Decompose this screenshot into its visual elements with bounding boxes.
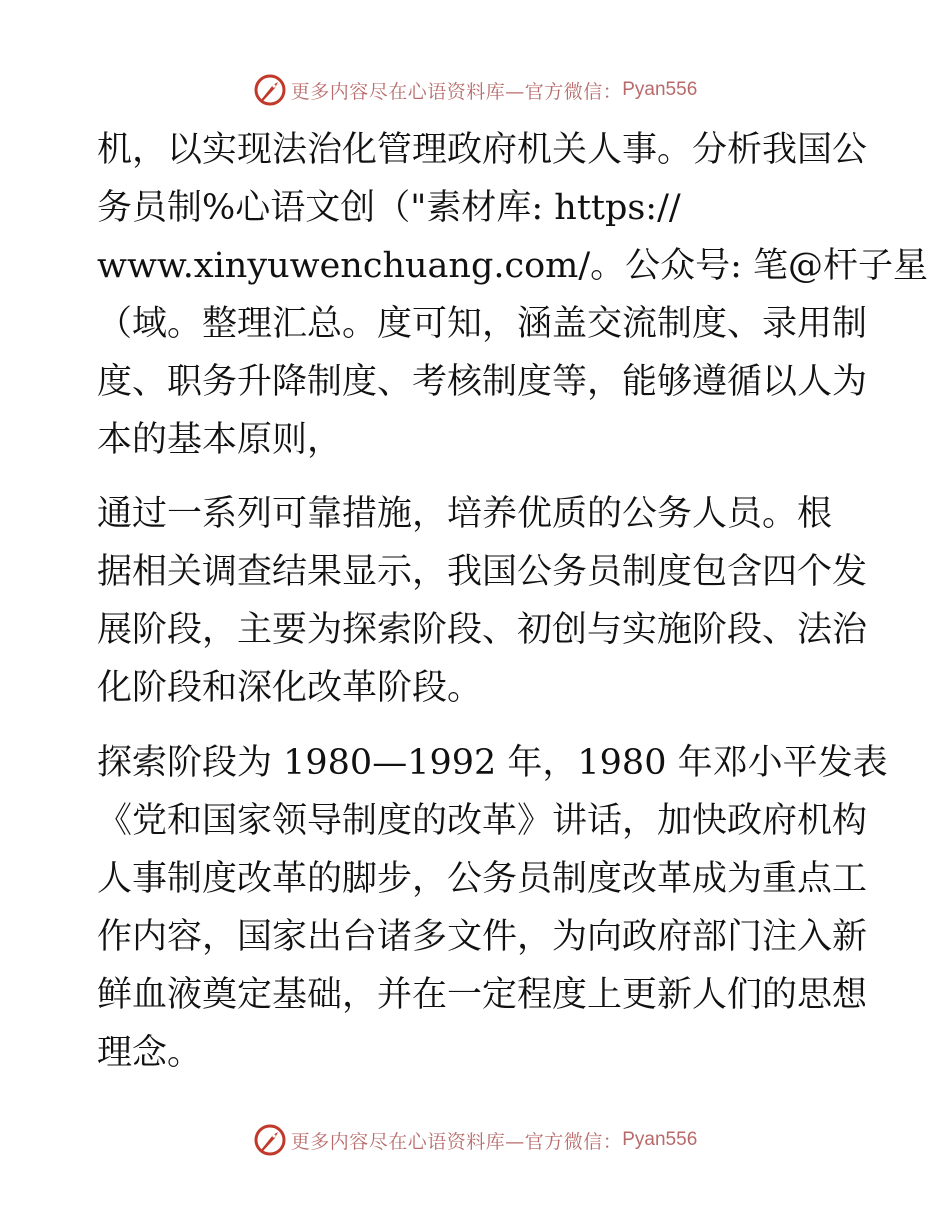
text-line: 务员制%心语文创（"素材库: https:// xyxy=(97,188,681,228)
text-line: 化阶段和深化改革阶段。 xyxy=(97,668,483,708)
pen-nib-logo-icon xyxy=(253,1123,287,1157)
text-line: 通过一系列可靠措施，培养优质的公务人员。根 xyxy=(97,494,833,534)
banner-wechat-id: Pyan556 xyxy=(622,1129,698,1150)
header-banner xyxy=(0,70,950,110)
pen-nib-logo-icon xyxy=(253,73,287,107)
text-line: （域。整理汇总。度可知，涵盖交流制度、录用制 xyxy=(97,304,868,344)
text-line: 作内容，国家出台诸多文件，为向政府部门注入新 xyxy=(97,917,868,957)
footer-banner xyxy=(0,1120,950,1160)
text-line: 据相关调查结果显示，我国公务员制度包含四个发 xyxy=(97,552,868,592)
text-line: 探索阶段为 1980—1992 年，1980 年邓小平发表 xyxy=(97,743,888,783)
text-line: 度、职务升降制度、考核制度等，能够遵循以人为 xyxy=(97,362,868,402)
paragraph-1 xyxy=(97,121,929,469)
banner-text: 更多内容尽在心语资料库—官方微信： xyxy=(290,80,623,103)
text-line: 展阶段，主要为探索阶段、初创与实施阶段、法治 xyxy=(97,610,868,650)
text-line: 人事制度改革的脚步，公务员制度改革成为重点工 xyxy=(97,859,868,899)
text-line: www.xinyuwenchuang.com/。公众号: 笔@杆子星 xyxy=(97,246,929,286)
banner-wechat-id: Pyan556 xyxy=(622,79,698,100)
banner-text: 更多内容尽在心语资料库—官方微信： xyxy=(290,1130,623,1153)
text-line: 本的基本原则， xyxy=(97,420,343,460)
paragraph-2 xyxy=(97,485,868,717)
text-line: 鲜血液奠定基础，并在一定程度上更新人们的思想 xyxy=(97,975,868,1015)
paragraph-3 xyxy=(97,734,888,1082)
text-line: 《党和国家领导制度的改革》讲话，加快政府机构 xyxy=(97,801,868,841)
text-line: 理念。 xyxy=(97,1033,203,1073)
text-line: 机，以实现法治化管理政府机关人事。分析我国公 xyxy=(97,130,868,170)
